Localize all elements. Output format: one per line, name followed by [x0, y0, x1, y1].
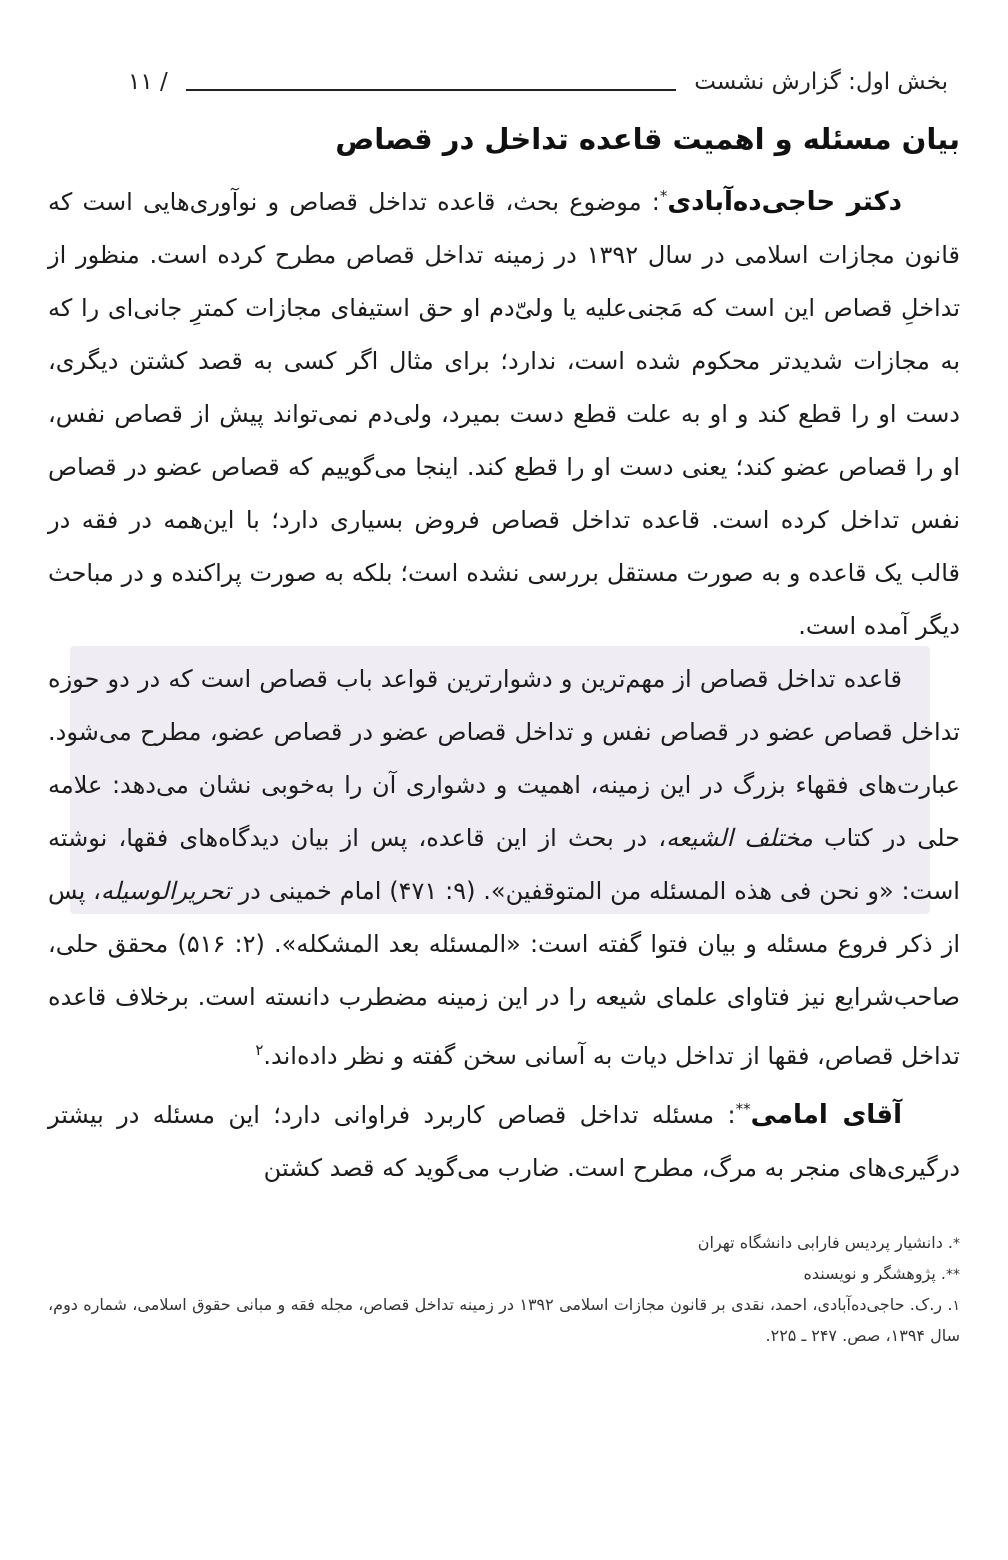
- footnotes: [48, 1228, 960, 1351]
- paragraph-3: [48, 1083, 960, 1195]
- book-title: مختلف الشیعه: [666, 824, 813, 852]
- paragraph-text: قاعده تداخل قصاص از مهم‌ترین و دشوارترین قواعد باب قصاص است که در دو حوزه تداخل قصاص عضو در قصاص نفس و تداخل قصاص عضو در قصاص عضو، مطرح می‌شود. عبارت‌های فقهاء بزرگ در این زمینه، اهمیت و دشواری آن را به‌خوبی نشان می‌دهد: علامه حلی در کتاب: [48, 665, 961, 852]
- paragraph-1: [48, 170, 960, 653]
- page-number: / ۱۱: [128, 69, 168, 95]
- footnote-reference: ۲: [255, 1041, 264, 1059]
- speaker-name: آقای امامی: [750, 1100, 902, 1130]
- paragraph-2: [48, 653, 960, 1083]
- footnote: **. پژوهشگر و نویسنده: [803, 1264, 960, 1283]
- footnote: *. دانشیار پردیس فارابی دانشگاه تهران: [697, 1233, 960, 1252]
- footnote-marker: *: [659, 187, 668, 205]
- header-rule: [186, 89, 677, 91]
- paragraph-text: ، پس از ذکر فروع مسئله و بیان فتوا گفته است: «المسئله بعد المشکله». (۲: ۵۱۶) محقق حلی، صاحب‌شرایع نیز فتاوای علمای شیعه را در این زمینه مضطرب دانسته است. برخلاف قاعده تداخل قصاص، فقها از تداخل دیات به آسانی سخن گفته و نظر داده‌اند.: [48, 877, 961, 1070]
- paragraph-text: : موضوع بحث، قاعده تداخل قصاص و نوآوری‌هایی است که قانون مجازات اسلامی در سال ۱۳۹۲ در زمینه تداخل قصاص مطرح کرده است. منظور از تداخلِ قصاص این است که مَجنی‌علیه یا ولیّ‌دم او حق استیفای مجازات کمترِ جانی‌ای را که به مجازات شدیدتر محکوم شده است، ندارد؛ برای مثال اگر کسی به قصد کشتن دیگری، دست او را قطع کند و او به علت قطع دست بمیرد، ولی‌دم نمی‌تواند پیش از قصاص نفس، او را قصاص عضو کند؛ یعنی دست او را قطع کند. اینجا می‌گوییم که قصاص عضو در قصاص نفس تداخل کرده است. قاعده تداخل قصاص فروض بسیاری دارد؛ با این‌همه در فقه در قالب یک قاعده و به صورت مستقل بررسی نشده است؛ بلکه به صورت پراکنده و در مباحث دیگر آمده است.: [48, 188, 960, 640]
- book-title: تحریرالوسیله: [100, 877, 231, 905]
- section-heading: بیان مسئله و اهمیت قاعده تداخل در قصاص: [335, 122, 960, 156]
- footnote-marker: **: [735, 1100, 751, 1118]
- section-title: بخش اول: گزارش نشست: [694, 69, 948, 95]
- footnote: ۱. ر.ک. حاجی‌ده‌آبادی، احمد، نقدی بر قانون مجازات اسلامی ۱۳۹۲ در زمینه تداخل قصاص، مجله فقه و مبانی حقوق اسلامی، شماره دوم، سال ۱۳۹۴، صص. ۲۴۷ ـ ۲۲۵.: [48, 1295, 960, 1345]
- main-text: [48, 122, 960, 1195]
- paragraph-text: : مسئله تداخل قصاص کاربرد فراوانی دارد؛ این مسئله در بیشتر درگیری‌های منجر به مرگ، مطرح است. ضارب می‌گوید که قصد کشتن: [48, 1101, 960, 1182]
- paragraph-text: ، در بحث از این قاعده، پس از بیان دیدگاه‌های فقها، نوشته است: «و نحن فی هذه المسئله من المتوقفین». (۹: ۴۷۱) امام خمینی در: [48, 824, 960, 905]
- speaker-name: دکتر حاجی‌ده‌آبادی: [667, 187, 902, 217]
- running-header: [128, 62, 948, 102]
